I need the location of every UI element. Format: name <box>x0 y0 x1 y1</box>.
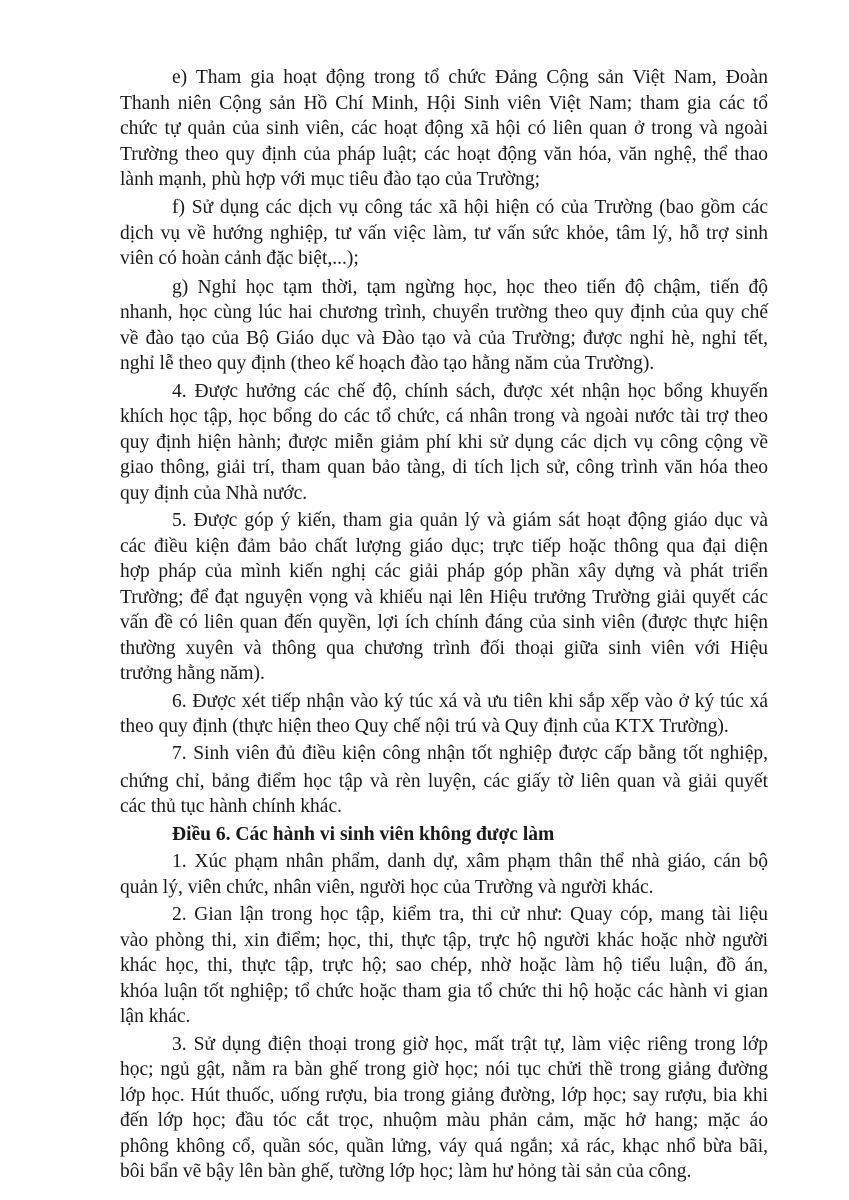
text-line: dịch vụ về hướng nghiệp, tư vấn việc làm, tư vấn sức khỏe, tâm lý, hỗ trợ sinh <box>120 222 768 244</box>
text-line: 3. Sử dụng điện thoại trong giờ học, mất trật tự, làm việc riêng trong lớp <box>172 1033 768 1055</box>
text-line: các thủ tục hành chính khác. <box>120 796 342 818</box>
text-line: Trường; để đạt nguyện vọng và khiếu nại lên Hiệu trưởng Trường giải quyết các <box>120 586 768 608</box>
text-line: viên có hoàn cảnh đặc biệt,...); <box>120 248 359 270</box>
text-line: vấn đề có liên quan đến quyền, lợi ích chính đáng của sinh viên (được thực hiện <box>120 612 768 633</box>
text-line: quy định của Nhà nước. <box>120 482 308 504</box>
text-line: trưởng hằng năm). <box>120 663 265 684</box>
text-line: 2. Gian lận trong học tập, kiểm tra, thi cử như: Quay cóp, mang tài liệu <box>172 904 768 926</box>
text-line: quy định hiện hành; được miễn giảm phí khi sử dụng các dịch vụ công cộng về <box>120 431 768 453</box>
text-line: phông không cổ, quần sóc, quần lửng, váy quá ngắn; xả rác, khạc nhổ bừa bãi, <box>120 1135 768 1157</box>
text-line: chứng chỉ, bảng điểm học tập và rèn luyện, các giấy tờ liên quan và giải quyết <box>120 770 768 792</box>
text-line: khích học tập, học bổng do các tổ chức, cá nhân trong và ngoài nước tài trợ theo <box>120 406 768 428</box>
text-line: đến lớp học; đầu tóc cắt trọc, nhuộm màu phản cảm, mặc hở hang; mặc áo <box>120 1110 768 1131</box>
text-line: g) Nghỉ học tạm thời, tạm ngừng học, học theo tiến độ chậm, tiến độ <box>172 276 768 298</box>
section-heading: Điều 6. Các hành vi sinh viên không được làm <box>172 823 555 845</box>
text-line: e) Tham gia hoạt động trong tổ chức Đảng Cộng sản Việt Nam, Đoàn <box>172 67 768 88</box>
text-line: khác học, thi, thực tập, trực hộ; sao chép, nhờ hoặc làm hộ tiểu luận, đồ án, <box>120 955 768 977</box>
text-line: hợp pháp của mình kiến nghị các giải pháp góp phần xây dựng và phát triển <box>120 561 768 583</box>
text-line: lận khác. <box>120 1006 191 1028</box>
text-line: giao thông, giải trí, tham quan bảo tàng, di tích lịch sử, công trình văn hóa theo <box>120 457 768 479</box>
text-line: f) Sử dụng các dịch vụ công tác xã hội hiện có của Trường (bao gồm các <box>172 197 768 219</box>
text-line: 4. Được hưởng các chế độ, chính sách, được xét nhận học bổng khuyến <box>172 380 768 402</box>
text-line: 6. Được xét tiếp nhận vào ký túc xá và ưu tiên khi sắp xếp vào ở ký túc xá <box>172 690 768 712</box>
text-line: khóa luận tốt nghiệp; tổ chức hoặc tham gia tổ chức thi hộ hoặc các hành vi gian <box>120 980 768 1002</box>
text-line: Thanh niên Cộng sản Hồ Chí Minh, Hội Sinh viên Việt Nam; tham gia các tổ <box>120 92 768 114</box>
text-line: vào phòng thi, xin điểm; học, thi, thực tập, trực hộ người khác hoặc nhờ người <box>120 929 768 951</box>
text-line: 1. Xúc phạm nhân phẩm, danh dự, xâm phạm thân thể nhà giáo, cán bộ <box>172 851 768 873</box>
text-line: về đào tạo của Bộ Giáo dục và Đào tạo và của Trường; được nghỉ hè, nghỉ tết, <box>120 327 768 349</box>
text-line: các điều kiện đảm bảo chất lượng giáo dục; trực tiếp hoặc thông qua đại diện <box>120 535 768 557</box>
text-line: theo quy định (thực hiện theo Quy chế nội trú và Quy định của KTX Trường). <box>120 715 729 737</box>
text-line: Trường theo quy định của pháp luật; các hoạt động văn hóa, văn nghệ, thể thao <box>120 143 768 165</box>
text-line: chức tự quản của sinh viên, các hoạt động xã hội có liên quan ở trong và ngoài <box>120 118 768 139</box>
text-line: 7. Sinh viên đủ điều kiện công nhận tốt nghiệp được cấp bằng tốt nghiệp, <box>172 743 768 765</box>
text-line: quản lý, viên chức, nhân viên, người học của Trường và người khác. <box>120 876 654 898</box>
text-line: 5. Được góp ý kiến, tham gia quản lý và giám sát hoạt động giáo dục và <box>172 510 768 532</box>
text-line: lành mạnh, phù hợp với mục tiêu đào tạo của Trường; <box>120 168 541 190</box>
text-line: bôi bẩn vẽ bậy lên bàn ghế, tường lớp học; làm hư hỏng tài sản của công. <box>120 1161 692 1182</box>
text-line: thường xuyên và thông qua chương trình đối thoại giữa sinh viên với Hiệu <box>120 637 768 659</box>
text-line: học; ngủ gật, nằm ra bàn ghế trong giờ học; nói tục chửi thề trong giảng đường <box>120 1059 768 1081</box>
text-line: nhanh, học cùng lúc hai chương trình, chuyển trường theo quy định của quy chế <box>120 302 768 324</box>
text-line: lớp học. Hút thuốc, uống rượu, bia trong giảng đường, lớp học; say rượu, bia khi <box>120 1084 768 1106</box>
text-line: nghỉ lễ theo quy định (theo kế hoạch đào tạo hằng năm của Trường). <box>120 353 655 375</box>
